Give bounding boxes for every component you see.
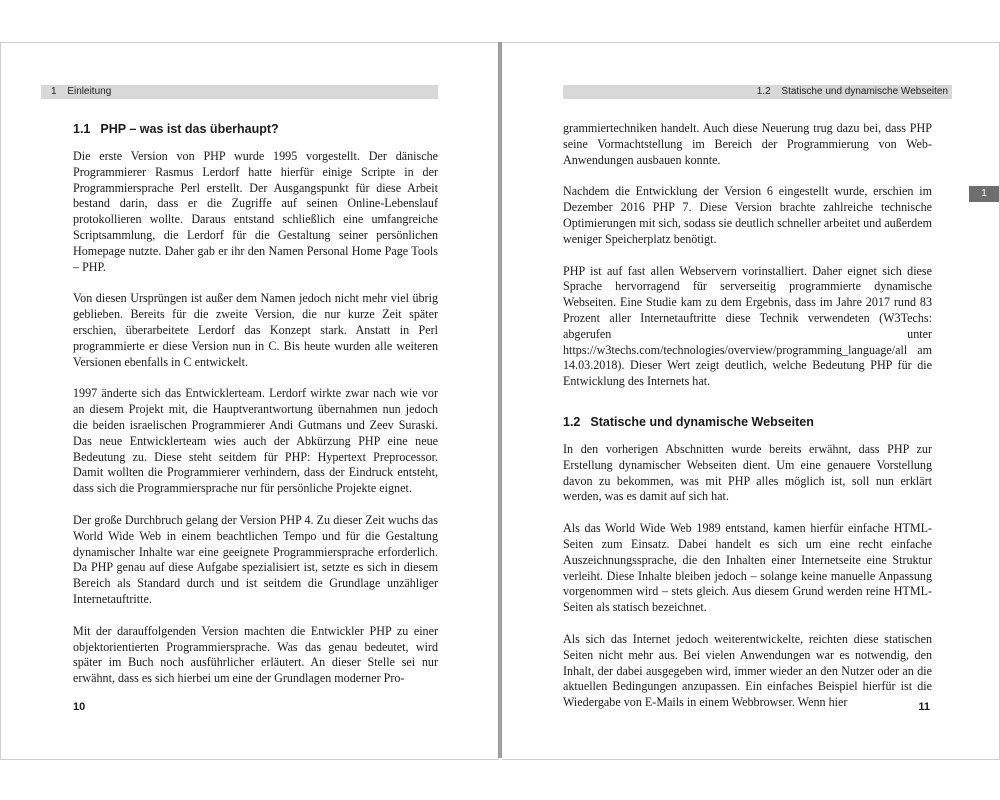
- section-number: 1.1: [73, 122, 91, 136]
- section-number: 1.2: [563, 414, 581, 429]
- left-page-content: [73, 121, 438, 703]
- paragraph: In den vorherigen Abschnitten wurde bereits erwähnt, dass PHP zur Erstellung dynamischer Webseiten dient. Um eine genauere Vorstellung davon zu bekommen, was mit PHP alles möglich ist, soll nun erklärt werden, was es damit auf sich hat.: [563, 441, 932, 504]
- page-number: 11: [918, 701, 930, 713]
- paragraph: Der große Durchbruch gelang der Version PHP 4. Zu dieser Zeit wuchs das World Wide Web in einem beachtlichen Tempo und für die Gestaltung dynamischer Inhalte war eine geeignete Programmiersprache erforderlich. Da PHP genau auf diese Aufgabe spezialisiert ist, setzte es sich in diesem Bereich als Standard durch und ist seitdem die Grundlage unzähliger Internetauftritte.: [73, 512, 438, 606]
- paragraph: Als das World Wide Web 1989 entstand, kamen hierfür einfache HTML-Seiten zum Einsatz. Dabei handelt es sich um eine recht einfache Auszeichnungssprache, die den Inhalten einer Internetseite eine Struktur verleiht. Diese Inhalte bleiben jedoch – solange keine manuelle Anpassung vorgenommen wird – stets gleich. Aus diesem Grund werden reine HTML-Seiten als statisch bezeichnet.: [563, 521, 932, 615]
- paragraph: Mit der darauffolgenden Version machten die Entwickler PHP zu einer objektorientierten Programmiersprache. Was das genau bedeutet, wird später im Buch noch ausführlicher erläutert. An dieser Stelle sei nur erwähnt, dass es sich hierbei um eine der Grundlagen moderner Pro-: [73, 623, 438, 686]
- running-head-number: 1: [51, 86, 57, 97]
- right-page-content: [563, 121, 932, 727]
- book-spread: [0, 42, 1000, 758]
- paragraph: Als sich das Internet jedoch weiterentwickelte, reichten diese statischen Seiten nicht mehr aus. Bei vielen Anwendungen war es notwendig, den Inhalt, der dabei ausgegeben wird, immer wieder an den Nutzer oder an die aktuellen Bedingungen anzupassen. Ein einfaches Beispiel hierfür ist die Wiedergabe von E-Mails in einem Webbrowser. Wenn hier: [563, 631, 932, 710]
- section-heading: [73, 121, 438, 137]
- section-heading: [563, 414, 932, 430]
- paragraph: Nachdem die Entwicklung der Version 6 eingestellt wurde, erschien im Dezember 2016 PHP 7. Diese Version brachte zahlreiche technische Optimierungen mit sich, sodass sie deutlich schneller arbeitet und außerdem weniger Speicherplatz benötigt.: [563, 184, 932, 246]
- paragraph: 1997 änderte sich das Entwicklerteam. Lerdorf wirkte zwar nach wie vor an diesem Projekt mit, die Hauptverantwortung übernahmen nun jedoch die beiden israelischen Programmierer Andi Gutmans und Zeev Suraski. Das neue Entwicklerteam wies auch der Abkürzung PHP eine neue Bedeutung zu. Diese steht seitdem für PHP: Hypertext Preprocessor. Damit wollten die Programmierer verhindern, dass der Eindruck entsteht, dass sich die Programmiersprache nur für persönliche Projekte eignet.: [73, 386, 438, 496]
- running-head-left: [41, 85, 438, 99]
- section-title: Statische und dynamische Webseiten: [590, 414, 814, 429]
- page-number: 10: [73, 701, 86, 713]
- running-head-right: [563, 85, 952, 99]
- left-page: [0, 42, 499, 760]
- paragraph: grammiertechniken handelt. Auch diese Neuerung trug dazu bei, dass PHP seine Vormachtstellung im Bereich der Programmierung von Web-Anwendungen ausbauen konnte.: [563, 121, 932, 167]
- paragraph: Die erste Version von PHP wurde 1995 vorgestellt. Der dänische Programmierer Rasmus Lerdorf hatte hierfür einige Scripte in der Programmiersprache Perl erstellt. Der Ausgangspunkt für diese Arbeit bestand darin, dass er die Zugriffe auf seinen Online-Lebenslauf protokollieren wollte. Daraus entstand schließlich eine umfangreiche Scriptsammlung, die Lerdorf für die Gestaltung seiner persönlichen Homepage nutzte. Daher gab er ihr den Namen Personal Home Page Tools – PHP.: [73, 149, 438, 274]
- right-page: [502, 42, 1000, 760]
- paragraph: Von diesen Ursprüngen ist außer dem Namen jedoch nicht mehr viel übrig geblieben. Bereits für die zweite Version, die nur kurze Zeit später erschien, überarbeitete Lerdorf das Konzept stark. Anstatt in Perl programmierte er diese Version nun in C. Bis heute wurden alle weiteren Versionen ebenfalls in C entwickelt.: [73, 291, 438, 369]
- running-head-title: Statische und dynamische Webseiten: [781, 86, 948, 97]
- section-title: PHP – was ist das überhaupt?: [100, 122, 279, 136]
- chapter-tab: 1: [969, 186, 999, 202]
- running-head-title: Einleitung: [67, 86, 112, 97]
- running-head-number: 1.2: [756, 86, 771, 97]
- paragraph: PHP ist auf fast allen Webservern vorinstalliert. Daher eignet sich diese Sprache hervorragend für serverseitig programmierte dynamische Webseiten. Eine Studie kam zu dem Ergebnis, dass im Jahre 2017 rund 83 Prozent aller Internetauftritte diese Technik verwendeten (W3Techs: abgerufen unter https://w3techs.com/technologies/overview/programming_language/all am 14.03.2018). Dieser Wert zeigt deutlich, welche Bedeutung PHP für die Entwicklung des Internets hat.: [563, 263, 932, 389]
